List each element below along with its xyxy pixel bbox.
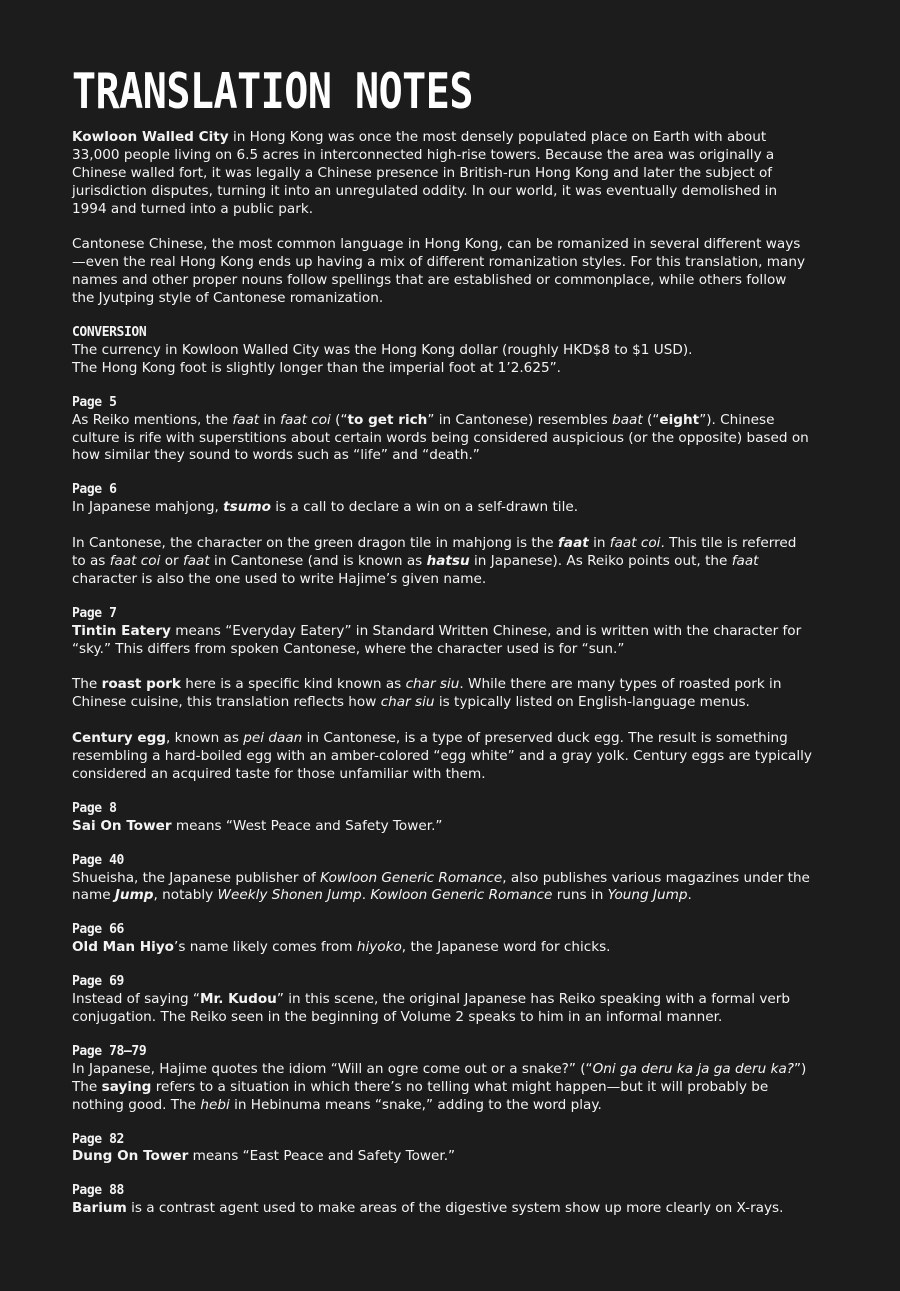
section-heading-conversion: CONVERSION	[72, 325, 147, 341]
section-page-6	[72, 481, 812, 588]
note-page-7-roast-pork: The roast pork here is a specific kind known as char siu. While there are many types of roasted pork in Chinese cuisine, this translation reflects how char siu is typically listed on English-language menus.	[72, 676, 782, 711]
intro-paragraph-romanization: Cantonese Chinese, the most common language in Hong Kong, can be romanized in several different ways—even the real Hong Kong ends up having a mix of different romanization styles. For this translation, many names and other proper nouns follow spellings that are established or commonplace, while others follow the Jyutping style of Cantonese romanization.	[72, 236, 806, 307]
section-heading-page-82: Page 82	[72, 1131, 124, 1147]
section-page-66	[72, 921, 812, 957]
section-page-78-79	[72, 1043, 812, 1115]
term-kowloon-walled-city: Kowloon Walled City	[72, 129, 229, 145]
section-heading-page-40: Page 40	[72, 852, 124, 868]
note-page-82: Dung On Tower means “East Peace and Safety Tower.”	[72, 1148, 456, 1165]
translation-notes-page	[72, 58, 812, 1218]
note-page-7-century-egg: Century egg, known as pei daan in Cantonese, is a type of preserved duck egg. The result is something resembling a hard-boiled egg with an amber-colored “egg white” and a gray yolk. Century eggs are typically considered an acquired taste for those unfamiliar with them.	[72, 730, 812, 782]
note-page-6-tsumo: In Japanese mahjong, tsumo is a call to declare a win on a self-drawn tile.	[72, 499, 579, 516]
note-page-40: Shueisha, the Japanese publisher of Kowloon Generic Romance, also publishes various magazines under the name Jump, notably Weekly Shonen Jump. Kowloon Generic Romance runs in Young Jump.	[72, 869, 810, 904]
section-heading-page-5: Page 5	[72, 394, 117, 410]
note-page-7-tintin: Tintin Eatery means “Everyday Eatery” in Standard Written Chinese, and is written with the character for “sky.” This differs from spoken Cantonese, where the character used is for “sun.”	[72, 622, 802, 657]
section-heading-page-6: Page 6	[72, 482, 117, 498]
section-conversion	[72, 324, 812, 378]
section-heading-page-69: Page 69	[72, 974, 124, 990]
section-page-5	[72, 394, 812, 466]
section-page-88	[72, 1182, 812, 1218]
note-page-66: Old Man Hiyo’s name likely comes from hiyoko, the Japanese word for chicks.	[72, 939, 611, 956]
conversion-currency: The currency in Kowloon Walled City was the Hong Kong dollar (roughly HKD$8 to $1 USD).	[72, 341, 693, 358]
note-page-8: Sai On Tower means “West Peace and Safety Tower.”	[72, 817, 443, 834]
note-page-6-green-dragon: In Cantonese, the character on the green dragon tile in mahjong is the faat in faat coi. This tile is referred to as faat coi or faat in Cantonese (and is known as hatsu in Japanese). As Reiko points out, the faat character is also the one used to write Hajime’s given name.	[72, 535, 797, 587]
section-page-7	[72, 605, 812, 784]
note-page-5: As Reiko mentions, the faat in faat coi (“to get rich” in Cantonese) resembles baat (“eight”). Chinese culture is rife with superstitions about certain words being considered auspicious (or the opposite) based on how similar they sound to words such as “life” and “death.”	[72, 411, 809, 464]
section-heading-page-8: Page 8	[72, 800, 117, 816]
conversion-foot: The Hong Kong foot is slightly longer than the imperial foot at 1’2.625”.	[72, 359, 561, 376]
section-heading-page-78-79: Page 78—79	[72, 1043, 147, 1059]
section-heading-page-7: Page 7	[72, 605, 117, 621]
section-heading-page-66: Page 66	[72, 922, 124, 938]
page-title: TRANSLATION NOTES	[72, 64, 473, 121]
note-page-88: Barium is a contrast agent used to make areas of the digestive system show up more clearly on X-rays.	[72, 1200, 784, 1217]
intro-paragraph-kowloon: Kowloon Walled City in Hong Kong was once the most densely populated place on Earth with about 33,000 people living on 6.5 acres in interconnected high-rise towers. Because the area was originally a Chinese walled fort, it was legally a Chinese presence in British-run Hong Kong and later the subject of jurisdiction disputes, turning it into an unregulated oddity. In our world, it was eventually demolished in 1994 and turned into a public park.	[72, 129, 778, 217]
note-page-78-79: In Japanese, Hajime quotes the idiom “Will an ogre come out or a snake?” (“Oni ga deru ka ja ga deru ka?”) The saying refers to a situation in which there’s no telling what might happen—but it will probably be nothing good. The hebi in Hebinuma means “snake,” adding to the word play.	[72, 1060, 807, 1113]
section-page-40	[72, 852, 812, 906]
note-page-69: Instead of saying “Mr. Kudou” in this scene, the original Japanese has Reiko speaking with a formal verb conjugation. The Reiko seen in the beginning of Volume 2 speaks to him in an informal manner.	[72, 991, 790, 1025]
section-page-8	[72, 800, 812, 836]
section-page-69	[72, 973, 812, 1027]
section-heading-page-88: Page 88	[72, 1183, 124, 1199]
section-page-82	[72, 1131, 812, 1167]
